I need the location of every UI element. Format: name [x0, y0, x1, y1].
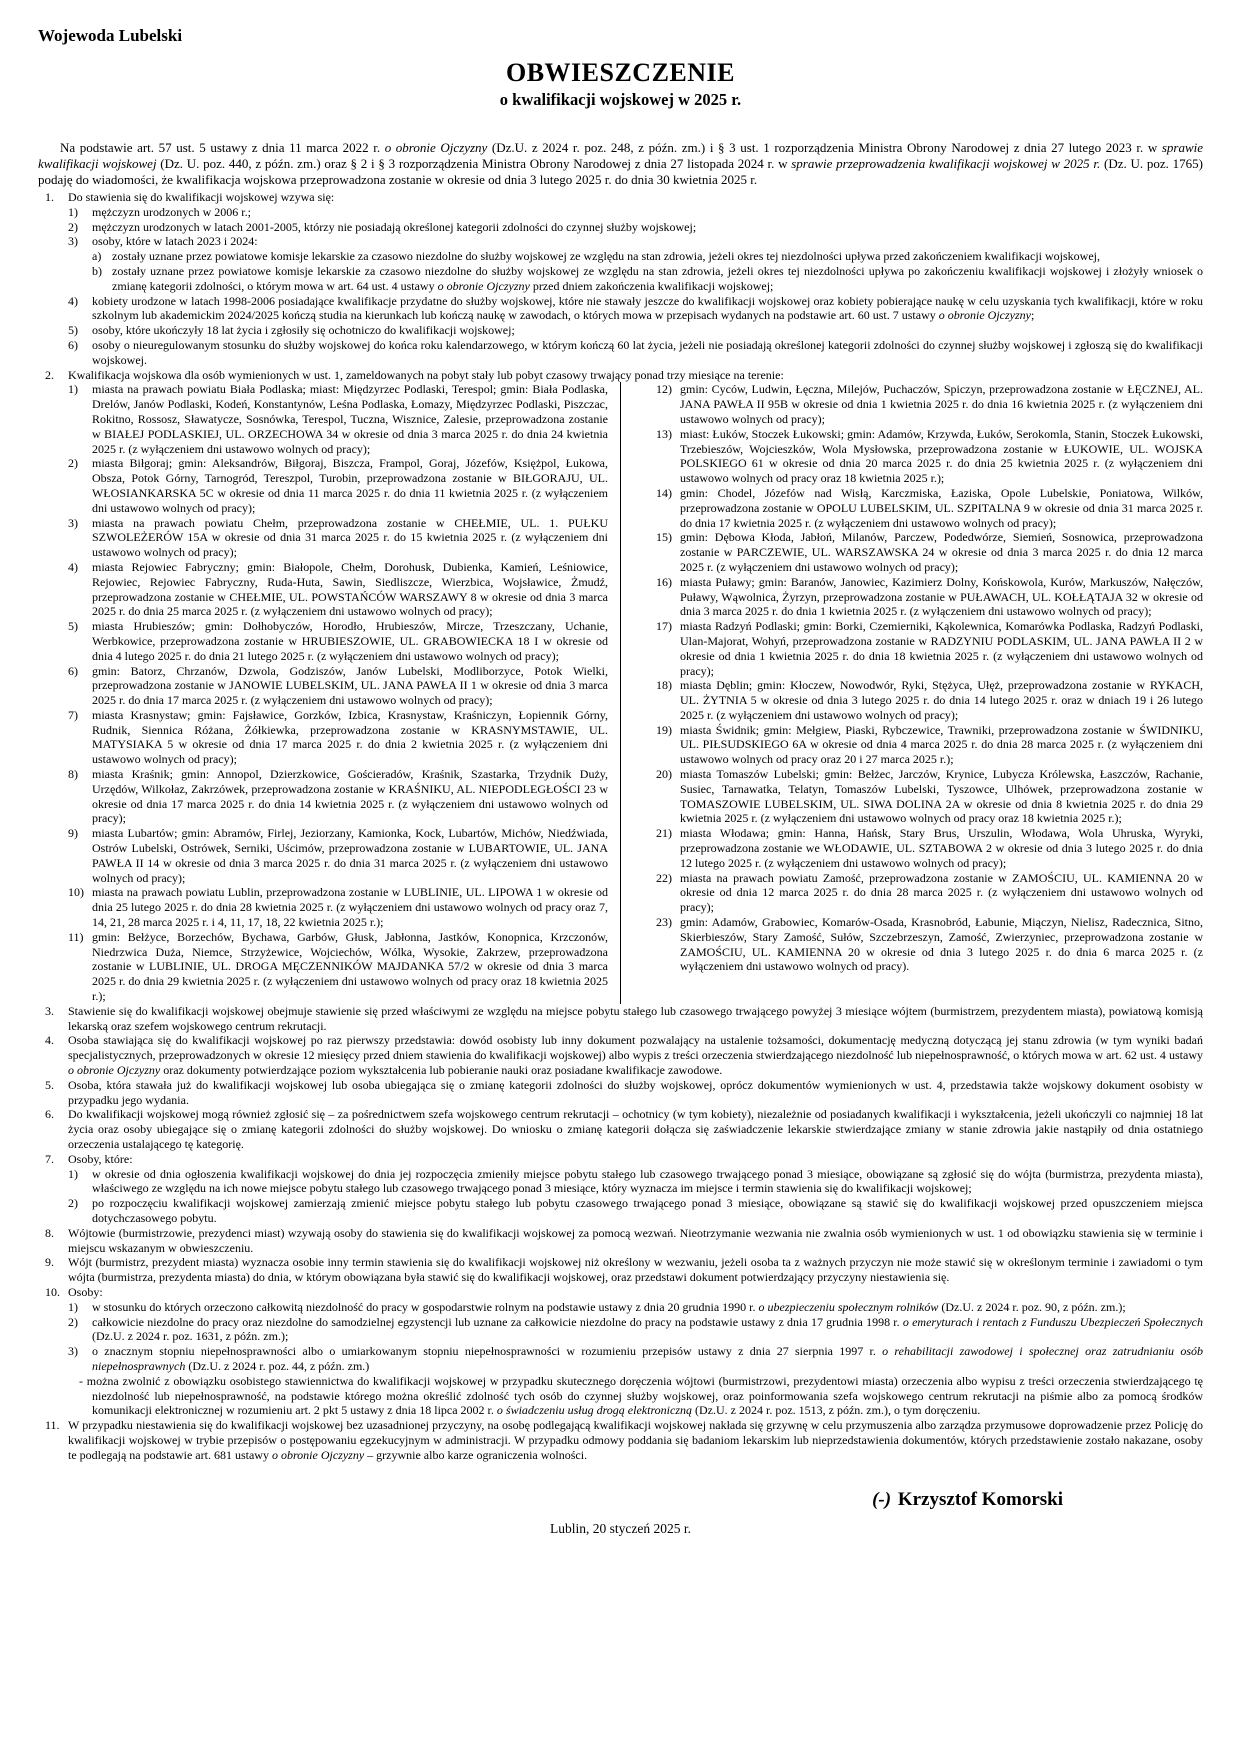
- item-marker: 4): [68, 559, 78, 574]
- list-item: [656, 826, 1203, 870]
- item-marker: 5.: [45, 1077, 54, 1092]
- item-marker: 2): [68, 219, 78, 234]
- list-item: [656, 871, 1203, 915]
- item-marker: 2): [68, 456, 78, 471]
- list-item: [68, 1344, 1203, 1374]
- item-text: o znacznym stopniu niepełnosprawności albo o umiarkowanym stopniu niepełnosprawności w rozumieniu przepisów ustawy z dnia 27 sierpnia 1997 r. o rehabilitacji zawodowej i społecznej oraz zatrudnianiu osób niepełnosprawnych (Dz.U. z 2024 r. poz. 44, z późn. zm.): [92, 1344, 1203, 1373]
- exemption-note: - można zwolnić z obowiązku osobistego stawiennictwa do kwalifikacji wojskowej w przypadku skutecznego doręczenia wójtowi (burmistrzowi, prezydentowi miasta) orzeczenia albo wypisu z treści orzeczenia stwierdzającego tę niezdolność lub niepełnosprawność, na podstawie którego można określić zdolność tych osób do czynnej służby wojskowej, oraz poinformowania szefa wojskowego centrum rekrutacji na piśmie albo za pomocą środków komunikacji elektronicznej w rozumieniu art. 2 pkt 5 ustawy z dnia 18 lipca 2002 r. o świadczeniu usług drogą elektroniczną (Dz.U. z 2024 r. poz. 1513, z późn. zm.), o tym doręczeniu.: [79, 1373, 1203, 1418]
- item-marker: 17): [656, 619, 672, 634]
- list-item: [38, 190, 1203, 368]
- item-marker: 23): [656, 915, 672, 930]
- item-text: gmin: Chodel, Józefów nad Wisłą, Karczmiska, Łaziska, Opole Lubelskie, Poniatowa, Wilków, przeprowadzona zostanie w OPOLU LUBELSKIM, UL. SZPITALNA 9 w okresie od dnia 31 marca 2025 r. do dnia 17 kwietnia 2025 r. (z wyłączeniem dni ustawowo wolnych od pracy);: [680, 485, 1203, 530]
- list-item: [68, 708, 608, 767]
- place-date-line: Lublin, 20 styczeń 2025 r.: [550, 1520, 691, 1536]
- item-marker: 19): [656, 722, 672, 737]
- item-text: gmin: Batorz, Chrzanów, Dzwola, Godziszów, Janów Lubelski, Modliborzyce, Potok Wielki, przeprowadzona zostanie w JANOWIE LUBELSKIM, UL. JANA PAWŁA II 1 w okresie od dnia 3 marca 2025 r. do dnia 17 marca 2025 r. (z wyłączeniem dni ustawowo wolnych od pracy);: [92, 663, 608, 708]
- list-item: [68, 516, 608, 560]
- item-text: Osoby: 1) w stosunku do których orzeczono całkowitą niezdolność do pracy w gospodarstwie rolnym na podstawie ustawy z dnia 20 grudnia 1990 r. o ubezpieczeniu społecznym rolników (Dz.U. z 2024 r. poz. 90, z późn. zm.); 2) całkowicie niezdolne do pracy oraz niezdolne do samodzielnej egzystencji lub uznane za całkowicie niezdolne do pracy na podstawie ustawy z dnia 17 grudnia 1998 r. o emeryturach i rentach z Funduszu Ubezpieczeń Społecznych (Dz.U. z 2024 r. poz. 1631, z późn. zm.); 3) o znacznym stopniu niepełnosprawności albo o umiarkowanym stopniu niepełnosprawności w rozumieniu przepisów ustawy z dnia 27 sierpnia 1997 r. o rehabilitacji zawodowej i społecznej oraz zatrudnianiu osób niepełnosprawnych (Dz.U. z 2024 r. poz. 44, z późn. zm.) - można zwolnić z obowiązku osobistego stawiennictwa do kwalifikacji wojskowej w przypadku skutecznego doręczenia wójtowi (burmistrzowi, prezydentowi miasta) orzeczenia albo wypisu z treści orzeczenia stwierdzającego tę niezdolność lub niepełnosprawność, na podstawie którego można określić zdolność tych osób do czynnej służby wojskowej, oraz poinformowania szefa wojskowego centrum rekrutacji na piśmie albo za pomocą środków komunikacji elektronicznej w rozumieniu art. 2 pkt 5 ustawy z dnia 18 lipca 2002 r. o świadczeniu usług drogą elektroniczną (Dz.U. z 2024 r. poz. 1513, z późn. zm.), o tym doręczeniu.: [68, 1284, 1203, 1418]
- item-text: po rozpoczęciu kwalifikacji wojskowej zamierzają zmienić miejsce pobytu stałego lub pobytu czasowego trwającego ponad 3 miesiące, obowiązane są stawić się do kwalifikacji wojskowej przed opuszczeniem miejsca dotychczasowego pobytu.: [92, 1196, 1203, 1225]
- list-item: [656, 530, 1203, 574]
- item-text: W przypadku niestawienia się do kwalifikacji wojskowej bez uzasadnionej przyczyny, na osobę podlegającą kwalifikacji wojskowej nakłada się grzywnę w celu przymuszenia albo zarządza przymusowe doprowadzenie przez Policję do kwalifikacji wojskowej w trybie przepisów o postępowaniu egzekucyjnym w administracji. W przypadku odmowy poddania się badaniom lekarskim lub nieprzedstawienia dokumentów, których przedstawienie zostało nakazane, osoby te podlegają na podstawie art. 681 ustawy o obronie Ojczyzny – grzywnie albo karze ograniczenia wolności.: [68, 1418, 1203, 1462]
- list-item: [38, 368, 1203, 1004]
- list-item: [68, 1315, 1203, 1345]
- list-item: [68, 1196, 1203, 1226]
- item-marker: 10.: [45, 1284, 60, 1299]
- item-marker: 8): [68, 767, 78, 782]
- list-item: [68, 323, 1203, 338]
- list-item: [68, 338, 1203, 368]
- item-text: osoby, które ukończyły 18 lat życia i zgłosiły się ochotniczo do kwalifikacji wojskowej;: [92, 323, 515, 338]
- item-marker: 7): [68, 707, 78, 722]
- list-item: [92, 264, 1203, 294]
- item-marker: 4.: [45, 1033, 54, 1048]
- list-item: [656, 575, 1203, 619]
- two-column-list: [68, 382, 1203, 1003]
- item-text: Osoba stawiająca się do kwalifikacji wojskowej po raz pierwszy przedstawia: dowód osobisty lub inny dokument pozwalający na ustalenie tożsamości, dokumentację medyczną dotyczącą jej stanu zdrowia (w tym wyniki badań specjalistycznych, przeprowadzonych w okresie 12 miesięcy przed dniem stawienia do kwalifikacji wojskowej) albo wypis z treści orzeczenia stwierdzającego niezdolność lub niepełnosprawność, o których mowa w art. 62 ust. 4 ustawy o obronie Ojczyzny oraz dokumenty potwierdzające poziom wykształcenia lub pobieranie nauki oraz posiadane kwalifikacje zawodowe.: [68, 1033, 1203, 1078]
- item-marker: 6.: [45, 1107, 54, 1122]
- item-text: miasta Świdnik; gmin: Mełgiew, Piaski, Rybczewice, Trawniki, przeprowadzona zostanie w ŚWIDNIKU, UL. PIŁSUDSKIEGO 6A w okresie od dnia 4 marca 2025 r. do dnia 28 marca 2025 r. (z wyłączeniem dni ustawowo wolnych od pracy oraz 20 i 27 marca 2025 r.);: [680, 722, 1203, 767]
- list-item: [38, 1107, 1203, 1151]
- item-marker: 10): [68, 885, 84, 900]
- item-text: miasta Tomaszów Lubelski; gmin: Bełżec, Jarczów, Krynice, Lubycza Królewska, Łaszczów, Rachanie, Susiec, Tarnawatka, Telatyn, Tomaszów Lubelski, Tyszowce, Ulhówek, przeprowadzona zostanie w TOMASZOWIE LUBELSKIM, UL. SIWA DOLINA 2A w okresie od dnia 8 kwietnia 2025 r. do dnia 29 kwietnia 2025 r. (z wyłączeniem dni ustawowo wolnych od pracy oraz 18 kwietnia 2025 r.);: [680, 767, 1203, 826]
- list-item: [68, 382, 608, 456]
- item-text: Wójt (burmistrz, prezydent miasta) wyznacza osobie inny termin stawienia się do kwalifikacji wojskowej niż określony w wezwaniu, jeżeli osoba ta z ważnych przyczyn nie może stawić się w określonym terminie i zawiadomi o tym wójta (burmistrza, prezydenta miasta) do dnia, w którym obowiązana była stawić się do kwalifikacji wojskowej, oraz przedstawi dokument potwierdzający przyczyny niestawienia się.: [68, 1255, 1203, 1285]
- list-item: [38, 1004, 1203, 1034]
- item-marker: 3.: [45, 1003, 54, 1018]
- item-marker: 1): [68, 204, 78, 219]
- list-item: [656, 678, 1203, 722]
- right-column: [621, 382, 1203, 1003]
- item-marker: 1.: [45, 190, 54, 204]
- item-marker: 5): [68, 323, 78, 338]
- list-item: [92, 249, 1203, 264]
- list-item: [656, 915, 1203, 974]
- list-item: [38, 1285, 1203, 1418]
- item-text: miasta Biłgoraj; gmin: Aleksandrów, Biłgoraj, Biszcza, Frampol, Goraj, Józefów, Księżpol, Łukowa, Obsza, Potok Górny, Tarnogród, Tereszpol, Turobin, przeprowadzona zostanie w BIŁGORAJU, UL. WŁOSIANKARSKA 5C w okresie od dnia 11 marca 2025 r. do dnia 11 kwietnia 2025 r. (z wyłączeniem dni ustawowo wolnych od pracy);: [92, 456, 608, 515]
- item-marker: 9.: [45, 1255, 54, 1270]
- intro-paragraph: Na podstawie art. 57 ust. 5 ustawy z dnia 11 marca 2022 r. o obronie Ojczyzny (Dz.U. z 2024 r. poz. 248, z późn. zm.) i § 3 ust. 1 rozporządzenia Ministra Obrony Narodowej z dnia 27 lutego 2023 r. w sprawie kwalifikacji wojskowej (Dz. U. poz. 440, z późn. zm.) oraz § 2 i § 3 rozporządzenia Ministra Obrony Narodowej z dnia 27 listopada 2024 r. w sprawie przeprowadzenia kwalifikacji wojskowej w 2025 r. (Dz. U. poz. 1765) podaję do wiadomości, że kwalifikacja wojskowa przeprowadzona zostanie w okresie od dnia 3 lutego 2025 r. do dnia 30 kwietnia 2025 r.: [38, 140, 1203, 187]
- item-text: w stosunku do których orzeczono całkowitą niezdolność do pracy w gospodarstwie rolnym na podstawie ustawy z dnia 20 grudnia 1990 r. o ubezpieczeniu społecznym rolników (Dz.U. z 2024 r. poz. 90, z późn. zm.);: [92, 1299, 1126, 1314]
- item-marker: 21): [656, 826, 672, 841]
- list-item: [68, 294, 1203, 324]
- item-text: Osoba, która stawała już do kwalifikacji wojskowej lub osoba ubiegająca się o zmianę kategorii zdolności do służby wojskowej, oprócz dokumentów wymienionych w ust. 4, przedstawia także wojskowy dokument osobisty w przypadku jego wydania.: [68, 1077, 1203, 1107]
- item-text: Do kwalifikacji wojskowej mogą również zgłosić się – za pośrednictwem szefa wojskowego centrum rekrutacji – ochotnicy (w tym kobiety), niezależnie od posiadanych kwalifikacji i wykształcenia, jeżeli ukończyli co najmniej 18 lat życia oraz osoby ubiegające się o zmianę kategorii zdolności do służby wojskowej. Do wniosku o zmianę kategorii dołącza się zaświadczenie lekarskie stwierdzające zmiany w stanie zdrowia jakie nastąpiły od dnia ostatniego orzeczenia ustalającego tę kategorię.: [68, 1107, 1203, 1151]
- signature: (-) Krzysztof Komorski: [872, 1488, 1063, 1510]
- list-item: [68, 560, 608, 619]
- item-marker: 4): [68, 293, 78, 308]
- item-text: całkowicie niezdolne do pracy oraz niezdolne do samodzielnej egzystencji lub uznane za całkowicie niezdolne do pracy na podstawie ustawy z dnia 17 grudnia 1998 r. o emeryturach i rentach z Funduszu Ubezpieczeń Społecznych (Dz.U. z 2024 r. poz. 1631, z późn. zm.);: [92, 1314, 1203, 1344]
- item-text: gmin: Bełżyce, Borzechów, Bychawa, Garbów, Głusk, Jabłonna, Jastków, Konopnica, Krzczonów, Niedrzwica Duża, Niemce, Strzyżewice, Wojciechów, Wólka, Wysokie, Zakrzew, przeprowadzona zostanie w LUBLINIE, UL. DROGA MĘCZENNIKÓW MAJDANKA 57/2 w okresie od dnia 3 marca 2025 r. do dnia 29 kwietnia 2025 r. (z wyłączeniem dni ustawowo wolnych od pracy oraz 18 kwietnia 2025 r.);: [92, 929, 608, 1004]
- item-marker: 11.: [45, 1418, 60, 1433]
- item-text: miasta na prawach powiatu Biała Podlaska; miast: Międzyrzec Podlaski, Terespol; gmin: Biała Podlaska, Drelów, Janów Podlaski, Kodeń, Konstantynów, Leśna Podlaska, Łomazy, Międzyrzec Podlaski, Piszczac, Rokitno, Rossosz, Sławatycze, Sosnówka, Terespol, Tuczna, Wisznice, Zalesie, przeprowadzona zostanie w BIAŁEJ PODLASKIEJ, UL. ORZECHOWA 34 w okresie od dnia 3 marca 2025 r. do dnia 24 kwietnia 2025 r. (z wyłączeniem dni ustawowo wolnych od pracy);: [92, 382, 608, 456]
- item-text: mężczyzn urodzonych w 2006 r.;: [92, 204, 251, 219]
- document-title: OBWIESZCZENIE: [505, 58, 736, 87]
- item-text: Kwalifikacja wojskowa dla osób wymienionych w ust. 1, zameldowanych na pobyt stały lub pobyt czasowy trwający ponad trzy miesiące na terenie: 1) miasta na prawach powiatu Biała Podlaska; miast: Międzyrzec Podlaski, Terespol; gmin: Biała Podlaska, Drelów, Janów Podlaski, Kodeń, Konstantynów, Leśna Podlaska, Łomazy, Międzyrzec Podlaski, Piszczac, Rokitno, Rossosz, Sławatycze, Sosnówka, Terespol, Tuczna, Wisznice, Zalesie, przeprowadzona zostanie w BIAŁEJ PODLASKIEJ, UL. ORZECHOWA 34 w okresie od dnia 3 marca 2025 r. do dnia 24 kwietnia 2025 r. (z wyłączeniem dni ustawowo wolnych od pracy); 2) miasta Biłgoraj; gmin: Aleksandrów, Biłgoraj, Biszcza, Frampol, Goraj, Józefów, Księżpol, Łukowa, Obsza, Potok Górny, Tarnogród, Tereszpol, Turobin, przeprowadzona zostanie w BIŁGORAJU, UL. WŁOSIANKARSKA 5C w okresie od dnia 11 marca 2025 r. do dnia 11 kwietnia 2025 r. (z wyłączeniem dni ustawowo wolnych od pracy); 3) miasta na prawach powiatu Chełm, przeprowadzona zostanie w CHEŁMIE, UL. 1. PUŁKU SZWOLEŻERÓW 15A w okresie od dnia 31 marca 2025 r. do 15 kwietnia 2025 r. (z wyłączeniem dni ustawowo wolnych od pracy); 4) miasta Rejowiec Fabryczny; gmin: Białopole, Chełm, Dorohusk, Dubienka, Kamień, Leśniowice, Rejowiec, Rejowiec Fabryczny, Ruda-Huta, Sawin, Siedliszcze, Wierzbica, Wojsławice, Żmudź, przeprowadzona zostanie w CHEŁMIE, UL. POWSTAŃCÓW WARSZAWY 8 w okresie od dnia 3 marca 2025 r. do dnia 25 marca 2025 r. (z wyłączeniem dni ustawowo wolnych od pracy); 5) miasta Hrubieszów; gmin: Dołhobyczów, Horodło, Hrubieszów, Mircze, Trzeszczany, Uchanie, Werbkowice, przeprowadzona zostanie w HRUBIESZOWIE, UL. GRABOWIECKA 18 I w okresie od dnia 4 lutego 2025 r. do dnia 21 lutego 2025 r. (z wyłączeniem dni ustawowo wolnych od pracy); 6) gmin: Batorz, Chrzanów, Dzwola, Godziszów, Janów Lubelski, Modliborzyce, Potok Wielki, przeprowadzona zostanie w JANOWIE LUBELSKIM, UL. JANA PAWŁA II 1 w okresie od dnia 3 marca 2025 r. do dnia 17 marca 2025 r. (z wyłączeniem dni ustawowo wolnych od pracy); 7) miasta Krasnystaw; gmin: Fajsławice, Gorzków, Izbica, Krasnystaw, Kraśniczyn, Łopiennik Górny, Rudnik, Siennica Różana, Żółkiewka, przeprowadzona zostanie w KRASNYMSTAWIE, UL. MATYSIAKA 5 w okresie od dnia 17 marca 2025 r. do dnia 2 kwietnia 2025 r. (z wyłączeniem dni ustawowo wolnych od pracy); 8) miasta Kraśnik; gmin: Annopol, Dzierzkowice, Gościeradów, Kraśnik, Szastarka, Trzydnik Duży, Urzędów, Wilkołaz, Zakrzówek, przeprowadzona zostanie w KRAŚNIKU, AL. NIEPODLEGŁOŚCI 23 w okresie od dnia 17 marca 2025 r. do dnia 14 kwietnia 2025 r. (z wyłączeniem dni ustawowo wolnych od pracy); 9) miasta Lubartów; gmin: Abramów, Firlej, Jeziorzany, Kamionka, Kock, Lubartów, Michów, Niedźwiada, Ostrów Lubelski, Ostrówek, Serniki, Uścimów, przeprowadzona zostanie w LUBARTOWIE, UL. JANA PAWŁA II 14 w okresie od dnia 3 marca 2025 r. do dnia 31 marca 2025 r. (z wyłączeniem dni ustawowo wolnych od pracy); 10) miasta na prawach powiatu Lublin, przeprowadzona zostanie w LUBLINIE, UL. LIPOWA 1 w okresie od dnia 25 lutego 2025 r. do dnia 28 kwietnia 2025 r. (z wyłączeniem dni ustawowo wolnych od pracy oraz 7, 14, 21, 28 marca 2025 r. i 4, 11, 17, 18, 22 kwietnia 2025 r.); 11) gmin: Bełżyce, Borzechów, Bychawa, Garbów, Głusk, Jabłonna, Jastków, Konopnica, Krzczonów, Niedrzwica Duża, Niemce, Strzyżewice, Wojciechów, Wólka, Wysokie, Zakrzew, przeprowadzona zostanie w LUBLINIE, UL. DROGA MĘCZENNIKÓW MAJDANKA 57/2 w okresie od dnia 3 marca 2025 r. do dnia 29 kwietnia 2025 r. (z wyłączeniem dni ustawowo wolnych od pracy oraz 18 kwietnia 2025 r.); 12) gmin: Cyców, Ludwin, Łęczna, Milejów, Puchaczów, Spiczyn, przeprowadzona zostanie w ŁĘCZNEJ, AL. JANA PAWŁA II 95B w okresie od dnia 1 kwietnia 2025 r. do dnia 16 kwietnia 2025 r. (z wyłączeniem dni ustawowo wolnych od pracy); 13) miast: Łuków, Stoczek Łukowski; gmin: Adamów, Krzywda, Łuków, Serokomla, Stanin, Stoczek Łukowski, Trzebieszów, Wojcieszków, Wola Mysłowska, przeprowadzona zostanie w ŁUKOWIE, UL. WOJSKA POLSKIEGO 61 w okresie od dnia 20 marca 2025 r. do dnia 25 kwietnia 2025 r. (z wyłączeniem dni ustawowo wolnych od pracy oraz 18 kwietnia 2025 r.); 14) gmin: Chodel, Józefów nad Wisłą, Karczmiska, Łaziska, Opole Lubelskie, Poniatowa, Wilków, przeprowadzona zostanie w OPOLU LUBELSKIM, UL. SZPITALNA 9 w okresie od dnia 31 marca 2025 r. do dnia 17 kwietnia 2025 r. (z wyłączeniem dni ustawowo wolnych od pracy); 15) gmin: Dębowa Kłoda, Jabłoń, Milanów, Parczew, Podedwórze, Siemień, Sosnowica, przeprowadzona zostanie w PARCZEWIE, UL. WARSZAWSKA 24 w okresie od dnia 3 marca 2025 r. do dnia 12 marca 2025 r. (z wyłączeniem dni ustawowo wolnych od pracy); 16) miasta Puławy; gmin: Baranów, Janowiec, Kazimierz Dolny, Końskowola, Kurów, Markuszów, Nałęczów, Puławy, Wąwolnica, Żyrzyn, przeprowadzona zostanie w PUŁAWACH, UL. KOŁŁĄTAJA 32 w okresie od dnia 3 marca 2025 r. do dnia 1 kwietnia 2025 r. (z wyłączeniem dni ustawowo wolnych od pracy); 17) miasta Radzyń Podlaski; gmin: Borki, Czemierniki, Kąkolewnica, Komarówka Podlaska, Radzyń Podlaski, Ulan-Majorat, Wohyń, przeprowadzona zostanie w RADZYNIU PODLASKIM, UL. JANA PAWŁA II 2 w okresie od dnia 1 kwietnia 2025 r. do dnia 18 kwietnia 2025 r. (z wyłączeniem dni ustawowo wolnych od pracy); 18) miasta Dęblin; gmin: Kłoczew, Nowodwór, Ryki, Stężyca, Ułęż, przeprowadzona zostanie w RYKACH, UL. ŻYTNIA 5 w okresie od dnia 3 lutego 2025 r. do dnia 14 lutego 2025 r. oraz w dniach 19 i 26 lutego 2025 r. (z wyłączeniem dni ustawowo wolnych od pracy); 19) miasta Świdnik; gmin: Mełgiew, Piaski, Rybczewice, Trawniki, przeprowadzona zostanie w ŚWIDNIKU, UL. PIŁSUDSKIEGO 6A w okresie od dnia 4 marca 2025 r. do dnia 28 marca 2025 r. (z wyłączeniem dni ustawowo wolnych od pracy oraz 20 i 27 marca 2025 r.); 20) miasta Tomaszów Lubelski; gmin: Bełżec, Jarczów, Krynice, Lubycza Królewska, Łaszczów, Rachanie, Susiec, Tarnawatka, Telatyn, Tomaszów Lubelski, Tyszowce, Ulhówek, przeprowadzona zostanie w TOMASZOWIE LUBELSKIM, UL. SIWA DOLINA 2A w okresie od dnia 8 kwietnia 2025 r. do dnia 29 kwietnia 2025 r. (z wyłączeniem dni ustawowo wolnych od pracy oraz 18 kwietnia 2025 r.); 21) miasta Włodawa; gmin: Hanna, Hańsk, Stary Brus, Urszulin, Włodawa, Wola Uhruska, Wyryki, przeprowadzona zostanie we WŁODAWIE, UL. SZTABOWA 2 w okresie od dnia 3 lutego 2025 r. do dnia 12 lutego 2025 r. (z wyłączeniem dni ustawowo wolnych od pracy); 22) miasta na prawach powiatu Zamość, przeprowadzona zostanie w ZAMOŚCIU, UL. KAMIENNA 20 w okresie od dnia 12 marca 2025 r. do dnia 28 marca 2025 r. (z wyłączeniem dni ustawowo wolnych od pracy); 23) gmin: Adamów, Grabowiec, Komarów-Osada, Krasnobród, Łabunie, Miączyn, Nielisz, Radecznica, Sitno, Skierbieszów, Stary Zamość, Sułów, Szczebrzeszyn, Zamość, Zwierzyniec, przeprowadzona zostanie w ZAMOŚCIU, UL. KAMIENNA 20 w okresie od dnia 3 lutego 2025 r. do dnia 6 marca 2025 r. (z wyłączeniem dni ustawowo wolnych od pracy).: [68, 367, 1203, 1004]
- item-text: Stawienie się do kwalifikacji wojskowej obejmuje stawienie się przed właściwymi ze względu na miejsce pobytu stałego lub czasowego trwającego powyżej 3 miesiące wójtem (burmistrzem, prezydentem miasta), powiatową komisją lekarską oraz szefem wojskowego centrum rekrutacji.: [68, 1003, 1203, 1033]
- item-text: miasta Radzyń Podlaski; gmin: Borki, Czemierniki, Kąkolewnica, Komarówka Podlaska, Radzyń Podlaski, Ulan-Majorat, Wohyń, przeprowadzona zostanie w RADZYNIU PODLASKIM, UL. JANA PAWŁA II 2 w okresie od dnia 1 kwietnia 2025 r. do dnia 18 kwietnia 2025 r. (z wyłączeniem dni ustawowo wolnych od pracy);: [680, 619, 1203, 678]
- list-item: [68, 205, 1203, 220]
- item-text: miasta na prawach powiatu Zamość, przeprowadzona zostanie w ZAMOŚCIU, UL. KAMIENNA 20 w okresie od dnia 12 marca 2025 r. do dnia 28 marca 2025 r. (z wyłączeniem dni ustawowo wolnych od pracy);: [680, 870, 1203, 915]
- item-marker: 9): [68, 826, 78, 841]
- list-item: [68, 1167, 1203, 1197]
- list-item: [68, 930, 608, 1004]
- item-marker: 6): [68, 663, 78, 678]
- item-marker: 6): [68, 337, 78, 352]
- list-item: [68, 664, 608, 708]
- item-text: gmin: Adamów, Grabowiec, Komarów-Osada, Krasnobród, Łabunie, Miączyn, Nielisz, Radecznica, Sitno, Skierbieszów, Stary Zamość, Sułów, Szczebrzeszyn, Zamość, Zwierzyniec, przeprowadzona zostanie w ZAMOŚCIU, UL. KAMIENNA 20 w okresie od dnia 3 lutego 2025 r. do dnia 6 marca 2025 r. (z wyłączeniem dni ustawowo wolnych od pracy).: [680, 915, 1203, 974]
- item-text: w okresie od dnia ogłoszenia kwalifikacji wojskowej do dnia jej rozpoczęcia zmieniły miejsce pobytu stałego lub czasowego trwającego ponad 3 miesiące, obowiązane są zgłosić się do wójta (burmistrza, prezydenta miasta), właściwego ze względu na ich nowe miejsce pobytu stałego lub czasowego trwającego ponad 3 miesiące, który wyznacza im miejsce i termin stawienia się do kwalifikacji wojskowej;: [92, 1166, 1203, 1196]
- list-item: [38, 1226, 1203, 1256]
- list-item: [656, 619, 1203, 678]
- item-marker: b): [92, 263, 102, 278]
- item-text: miasta Rejowiec Fabryczny; gmin: Białopole, Chełm, Dorohusk, Dubienka, Kamień, Leśniowice, Rejowiec, Rejowiec Fabryczny, Ruda-Huta, Sawin, Siedliszcze, Wierzbica, Wojsławice, Żmudź, przeprowadzona zostanie w CHEŁMIE, UL. POWSTAŃCÓW WARSZAWY 8 w okresie od dnia 3 marca 2025 r. do dnia 25 marca 2025 r. (z wyłączeniem dni ustawowo wolnych od pracy);: [92, 559, 608, 619]
- item-text: miasta Hrubieszów; gmin: Dołhobyczów, Horodło, Hrubieszów, Mircze, Trzeszczany, Uchanie, Werbkowice, przeprowadzona zostanie w HRUBIESZOWIE, UL. GRABOWIECKA 18 I w okresie od dnia 4 lutego 2025 r. do dnia 21 lutego 2025 r. (z wyłączeniem dni ustawowo wolnych od pracy);: [92, 619, 608, 663]
- item-marker: 7.: [45, 1151, 54, 1166]
- item-text: osoby o nieuregulowanym stosunku do służby wojskowej do końca roku kalendarzowego, w którym kończą 60 lat życia, jeżeli nie posiadają określonej kategorii zdolności do czynnej służby wojskowej i zgłoszą się do kwalifikacji wojskowej.: [92, 337, 1203, 367]
- left-column: [68, 382, 621, 1003]
- item-marker: 3): [68, 1344, 78, 1359]
- item-text: miasta Puławy; gmin: Baranów, Janowiec, Kazimierz Dolny, Końskowola, Kurów, Markuszów, Nałęczów, Puławy, Wąwolnica, Żyrzyn, przeprowadzona zostanie w PUŁAWACH, UL. KOŁŁĄTAJA 32 w okresie od dnia 3 marca 2025 r. do dnia 1 kwietnia 2025 r. (z wyłączeniem dni ustawowo wolnych od pracy);: [680, 574, 1203, 619]
- item-marker: 3): [68, 515, 78, 530]
- item-marker: 11): [68, 929, 84, 944]
- item-text: miasta Włodawa; gmin: Hanna, Hańsk, Stary Brus, Urszulin, Włodawa, Wola Uhruska, Wyryki, przeprowadzona zostanie we WŁODAWIE, UL. SZTABOWA 2 w okresie od dnia 3 lutego 2025 r. do dnia 12 lutego 2025 r. (z wyłączeniem dni ustawowo wolnych od pracy);: [680, 826, 1203, 870]
- item-text: kobiety urodzone w latach 1998-2006 posiadające kwalifikacje przydatne do służby wojskowej, które nie stawały jeszcze do kwalifikacji wojskowej oraz kobiety pobierające naukę w celu uzyskania tych kwalifikacji, które w roku szkolnym lub akademickim 2024/2025 kończą studia na kierunkach lub kończą naukę w zawodach, o których mowa w przepisach wydanych na podstawie art. 60 ust. 7 ustawy o obronie Ojczyzny;: [92, 293, 1203, 323]
- item-marker: 2): [68, 1196, 78, 1211]
- item-marker: 2.: [45, 367, 54, 382]
- list-item: [68, 619, 608, 663]
- item-marker: 1): [68, 1166, 78, 1181]
- item-marker: 3): [68, 234, 78, 249]
- item-text: mężczyzn urodzonych w latach 2001-2005, którzy nie posiadają określonej kategorii zdolności do czynnej służby wojskowej;: [92, 219, 697, 234]
- item-marker: 12): [656, 382, 672, 397]
- item-text: gmin: Dębowa Kłoda, Jabłoń, Milanów, Parczew, Podedwórze, Siemień, Sosnowica, przeprowadzona zostanie w PARCZEWIE, UL. WARSZAWSKA 24 w okresie od dnia 3 marca 2025 r. do dnia 12 marca 2025 r. (z wyłączeniem dni ustawowo wolnych od pracy);: [680, 530, 1203, 574]
- item-text: osoby, które w latach 2023 i 2024: a) zostały uznane przez powiatowe komisje lekarskie za czasowo niezdolne do służby wojskowej ze względu na stan zdrowia, jeżeli okres tej niezdolności upływa przed zakończeniem kwalifikacji wojskowej, b) zostały uznane przez powiatowe komisje lekarskie za czasowo niezdolne do służby wojskowej ze względu na stan zdrowia, jeżeli okres tej niezdolności upływa po zakończeniu kwalifikacji wojskowej i złożyły wniosek o zmianę kategorii zdolności, o którym mowa w art. 64 ust. 4 ustawy o obronie Ojczyzny przed dniem zakończenia kwalifikacji wojskowej;: [92, 234, 1203, 293]
- list-item: [38, 1418, 1203, 1462]
- document-subtitle: o kwalifikacji wojskowej w 2025 r.: [499, 90, 742, 109]
- item-text: miasta na prawach powiatu Lublin, przeprowadzona zostanie w LUBLINIE, UL. LIPOWA 1 w okresie od dnia 25 lutego 2025 r. do dnia 28 kwietnia 2025 r. (z wyłączeniem dni ustawowo wolnych od pracy oraz 7, 14, 21, 28 marca 2025 r. i 4, 11, 17, 18, 22 kwietnia 2025 r.);: [92, 885, 608, 930]
- item-marker: 5): [68, 619, 78, 634]
- item-text: gmin: Cyców, Ludwin, Łęczna, Milejów, Puchaczów, Spiczyn, przeprowadzona zostanie w ŁĘCZNEJ, AL. JANA PAWŁA II 95B w okresie od dnia 1 kwietnia 2025 r. do dnia 16 kwietnia 2025 r. (z wyłączeniem dni ustawowo wolnych od pracy);: [680, 382, 1203, 426]
- item-marker: 22): [656, 870, 672, 885]
- main-numbered-list: [38, 190, 1203, 1463]
- item-marker: 2): [68, 1314, 78, 1329]
- list-item: [68, 826, 608, 885]
- item-marker: 14): [656, 485, 672, 500]
- item-text: miasta Kraśnik; gmin: Annopol, Dzierzkowice, Gościeradów, Kraśnik, Szastarka, Trzydnik Duży, Urzędów, Wilkołaz, Zakrzówek, przeprowadzona zostanie w KRAŚNIKU, AL. NIEPODLEGŁOŚCI 23 w okresie od dnia 17 marca 2025 r. do dnia 14 kwietnia 2025 r. (z wyłączeniem dni ustawowo wolnych od pracy);: [92, 767, 608, 826]
- list-item: [656, 723, 1203, 767]
- item-marker: 13): [656, 426, 672, 441]
- list-item: [68, 885, 608, 929]
- list-item: [68, 767, 608, 826]
- item-text: Do stawienia się do kwalifikacji wojskowej wzywa się: 1) mężczyzn urodzonych w 2006 r.; 2) mężczyzn urodzonych w latach 2001-2005, którzy nie posiadają określonej kategorii zdolności do czynnej służby wojskowej; 3) osoby, które w latach 2023 i 2024: a) zostały uznane przez powiatowe komisje lekarskie za czasowo niezdolne do służby wojskowej ze względu na stan zdrowia, jeżeli okres tej niezdolności upływa przed zakończeniem kwalifikacji wojskowej, b) zostały uznane przez powiatowe komisje lekarskie za czasowo niezdolne do służby wojskowej ze względu na stan zdrowia, jeżeli okres tej niezdolności upływa po zakończeniu kwalifikacji wojskowej i złożyły wniosek o zmianę kategorii zdolności, o którym mowa w art. 64 ust. 4 ustawy o obronie Ojczyzny przed dniem zakończenia kwalifikacji wojskowej; 4) kobiety urodzone w latach 1998-2006 posiadające kwalifikacje przydatne do służby wojskowej, które nie stawały jeszcze do kwalifikacji wojskowej oraz kobiety pobierające naukę w celu uzyskania tych kwalifikacji, które w roku szkolnym lub akademickim 2024/2025 kończą studia na kierunkach lub kończą naukę w zawodach, o których mowa w przepisach wydanych na podstawie art. 60 ust. 7 ustawy o obronie Ojczyzny; 5) osoby, które ukończyły 18 lat życia i zgłosiły się ochotniczo do kwalifikacji wojskowej; 6) osoby o nieuregulowanym stosunku do służby wojskowej do końca roku kalendarzowego, w którym kończą 60 lat życia, jeżeli nie posiadają określonej kategorii zdolności do czynnej służby wojskowej i zgłoszą się do kwalifikacji wojskowej.: [68, 190, 1203, 367]
- list-item: [656, 486, 1203, 530]
- item-text: zostały uznane przez powiatowe komisje lekarskie za czasowo niezdolne do służby wojskowej ze względu na stan zdrowia, jeżeli okres tej niezdolności upływa przed zakończeniem kwalifikacji wojskowej,: [112, 249, 1100, 264]
- item-text: zostały uznane przez powiatowe komisje lekarskie za czasowo niezdolne do służby wojskowej ze względu na stan zdrowia, jeżeli okres tej niezdolności upływa po zakończeniu kwalifikacji wojskowej i złożyły wniosek o zmianę kategorii zdolności, o którym mowa w art. 64 ust. 4 ustawy o obronie Ojczyzny przed dniem zakończenia kwalifikacji wojskowej;: [112, 263, 1203, 293]
- list-item: [38, 1255, 1203, 1285]
- list-item: [656, 767, 1203, 826]
- item-marker: a): [92, 249, 102, 264]
- item-text: Wójtowie (burmistrzowie, prezydenci miast) wzywają osoby do stawienia się do kwalifikacji wojskowej za pomocą wezwań. Nieotrzymanie wezwania nie zwalnia osób wymienionych w ust. 1 od obowiązku stawienia się w terminie i miejscu wskazanym w obwieszczeniu.: [68, 1225, 1203, 1255]
- item-marker: 15): [656, 530, 672, 545]
- list-item: [656, 382, 1203, 426]
- list-item: [38, 1078, 1203, 1108]
- item-marker: 20): [656, 767, 672, 782]
- item-text: miasta Dęblin; gmin: Kłoczew, Nowodwór, Ryki, Stężyca, Ułęż, przeprowadzona zostanie w RYKACH, UL. ŻYTNIA 5 w okresie od dnia 3 lutego 2025 r. do dnia 14 lutego 2025 r. oraz w dniach 19 i 26 lutego 2025 r. (z wyłączeniem dni ustawowo wolnych od pracy);: [680, 678, 1203, 722]
- list-item: [38, 1033, 1203, 1077]
- list-item: [68, 234, 1203, 293]
- item-marker: 1): [68, 1299, 78, 1314]
- item-text: miasta na prawach powiatu Chełm, przeprowadzona zostanie w CHEŁMIE, UL. 1. PUŁKU SZWOLEŻERÓW 15A w okresie od dnia 31 marca 2025 r. do 15 kwietnia 2025 r. (z wyłączeniem dni ustawowo wolnych od pracy);: [92, 515, 608, 560]
- item-text: miasta Krasnystaw; gmin: Fajsławice, Gorzków, Izbica, Krasnystaw, Kraśniczyn, Łopiennik Górny, Rudnik, Siennica Różana, Żółkiewka, przeprowadzona zostanie w KRASNYMSTAWIE, UL. MATYSIAKA 5 w okresie od dnia 17 marca 2025 r. do dnia 2 kwietnia 2025 r. (z wyłączeniem dni ustawowo wolnych od pracy);: [92, 707, 608, 767]
- list-item: [68, 1300, 1203, 1315]
- list-item: [68, 456, 608, 515]
- item-marker: 18): [656, 678, 672, 693]
- list-item: [38, 1152, 1203, 1226]
- document-author: Wojewoda Lubelski: [38, 26, 183, 45]
- list-item: [68, 220, 1203, 235]
- item-text: Osoby, które: 1) w okresie od dnia ogłoszenia kwalifikacji wojskowej do dnia jej rozpoczęcia zmieniły miejsce pobytu stałego lub czasowego trwającego ponad 3 miesiące, obowiązane są zgłosić się do wójta (burmistrza, prezydenta miasta), właściwego ze względu na ich nowe miejsce pobytu stałego lub czasowego trwającego ponad 3 miesiące, który wyznacza im miejsce i termin stawienia się do kwalifikacji wojskowej; 2) po rozpoczęciu kwalifikacji wojskowej zamierzają zmienić miejsce pobytu stałego lub pobytu czasowego trwającego ponad 3 miesiące, obowiązane są stawić się do kwalifikacji wojskowej przed opuszczeniem miejsca dotychczasowego pobytu.: [68, 1151, 1203, 1225]
- item-marker: 1): [68, 382, 78, 397]
- item-text: miasta Lubartów; gmin: Abramów, Firlej, Jeziorzany, Kamionka, Kock, Lubartów, Michów, Niedźwiada, Ostrów Lubelski, Ostrówek, Serniki, Uścimów, przeprowadzona zostanie w LUBARTOWIE, UL. JANA PAWŁA II 14 w okresie od dnia 3 marca 2025 r. do dnia 31 marca 2025 r. (z wyłączeniem dni ustawowo wolnych od pracy);: [92, 826, 608, 885]
- item-marker: 16): [656, 574, 672, 589]
- list-item: [656, 427, 1203, 486]
- item-marker: 8.: [45, 1225, 54, 1240]
- item-text: miast: Łuków, Stoczek Łukowski; gmin: Adamów, Krzywda, Łuków, Serokomla, Stanin, Stoczek Łukowski, Trzebieszów, Wojcieszków, Wola Mysłowska, przeprowadzona zostanie w ŁUKOWIE, UL. WOJSKA POLSKIEGO 61 w okresie od dnia 20 marca 2025 r. do dnia 25 kwietnia 2025 r. (z wyłączeniem dni ustawowo wolnych od pracy oraz 18 kwietnia 2025 r.);: [680, 426, 1203, 486]
